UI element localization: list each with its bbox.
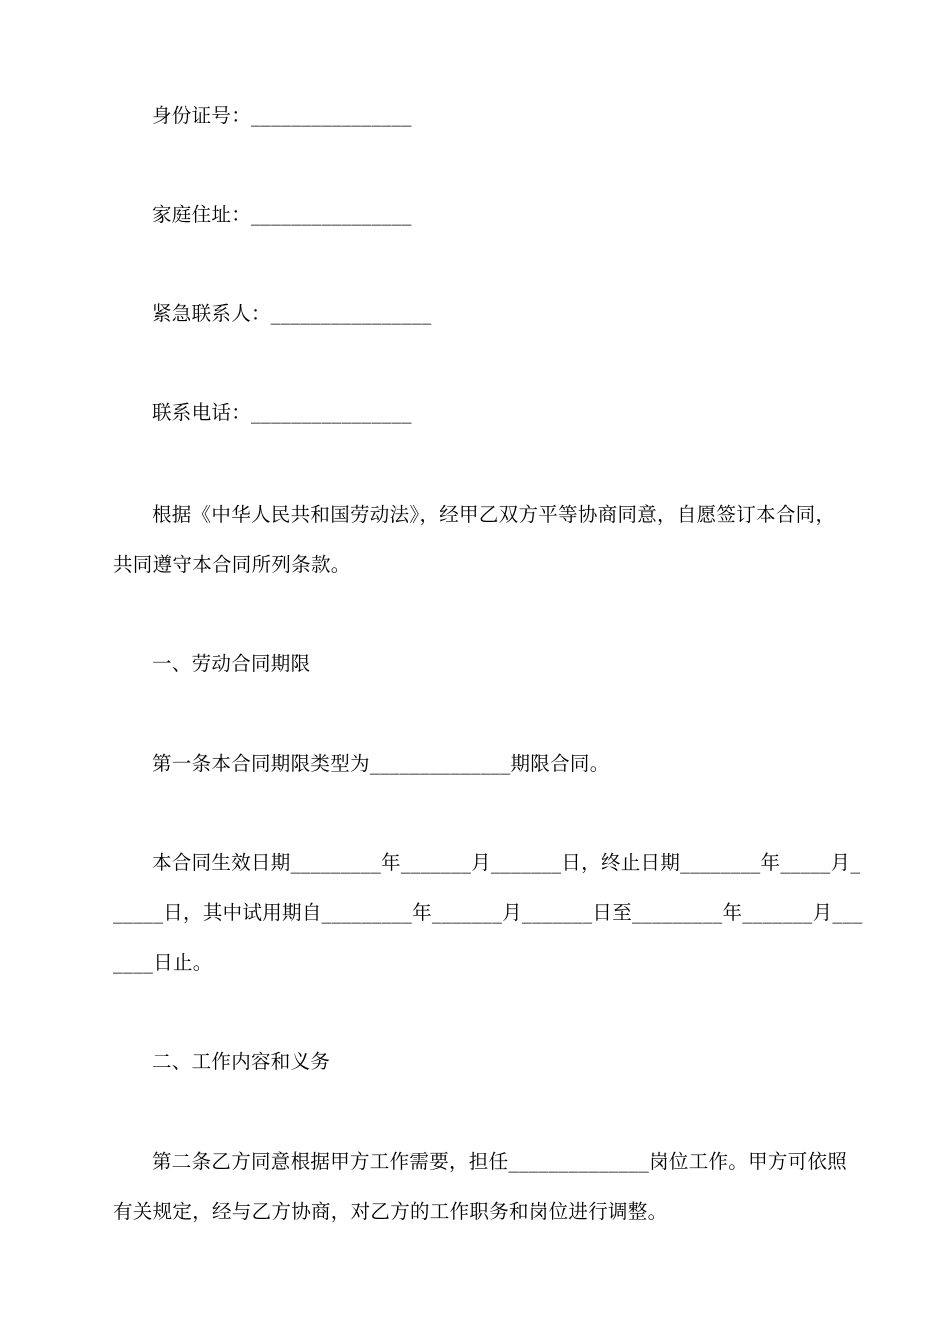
dates-line-2: _____日，其中试用期自_________年_______月_______日至_________年_______月___ xyxy=(113,901,863,924)
preamble-line-1: 根据《中华人民共和国劳动法》，经甲乙双方平等协商同意，自愿签订本合同， xyxy=(152,503,836,526)
dates-line-3: ____日止。 xyxy=(113,951,213,974)
section2-heading: 二、工作内容和义务 xyxy=(152,1050,331,1073)
emergency-contact-field: 紧急联系人：________________ xyxy=(152,302,432,325)
id-number-field: 身份证号：________________ xyxy=(152,104,412,127)
dates-line-1: 本合同生效日期_________年_______月_______日，终止日期________年_____月_ xyxy=(152,851,861,874)
section1-heading: 一、劳动合同期限 xyxy=(152,652,311,675)
article2-line-1: 第二条乙方同意根据甲方工作需要，担任______________岗位工作。甲方可依照 xyxy=(152,1150,848,1173)
contact-phone-field: 联系电话：________________ xyxy=(152,401,412,424)
article1-text: 第一条本合同期限类型为______________期限合同。 xyxy=(152,752,610,775)
home-address-field: 家庭住址：________________ xyxy=(152,203,412,226)
article2-line-2: 有关规定，经与乙方协商，对乙方的工作职务和岗位进行调整。 xyxy=(113,1200,668,1223)
preamble-line-2: 共同遵守本合同所列条款。 xyxy=(113,553,351,576)
